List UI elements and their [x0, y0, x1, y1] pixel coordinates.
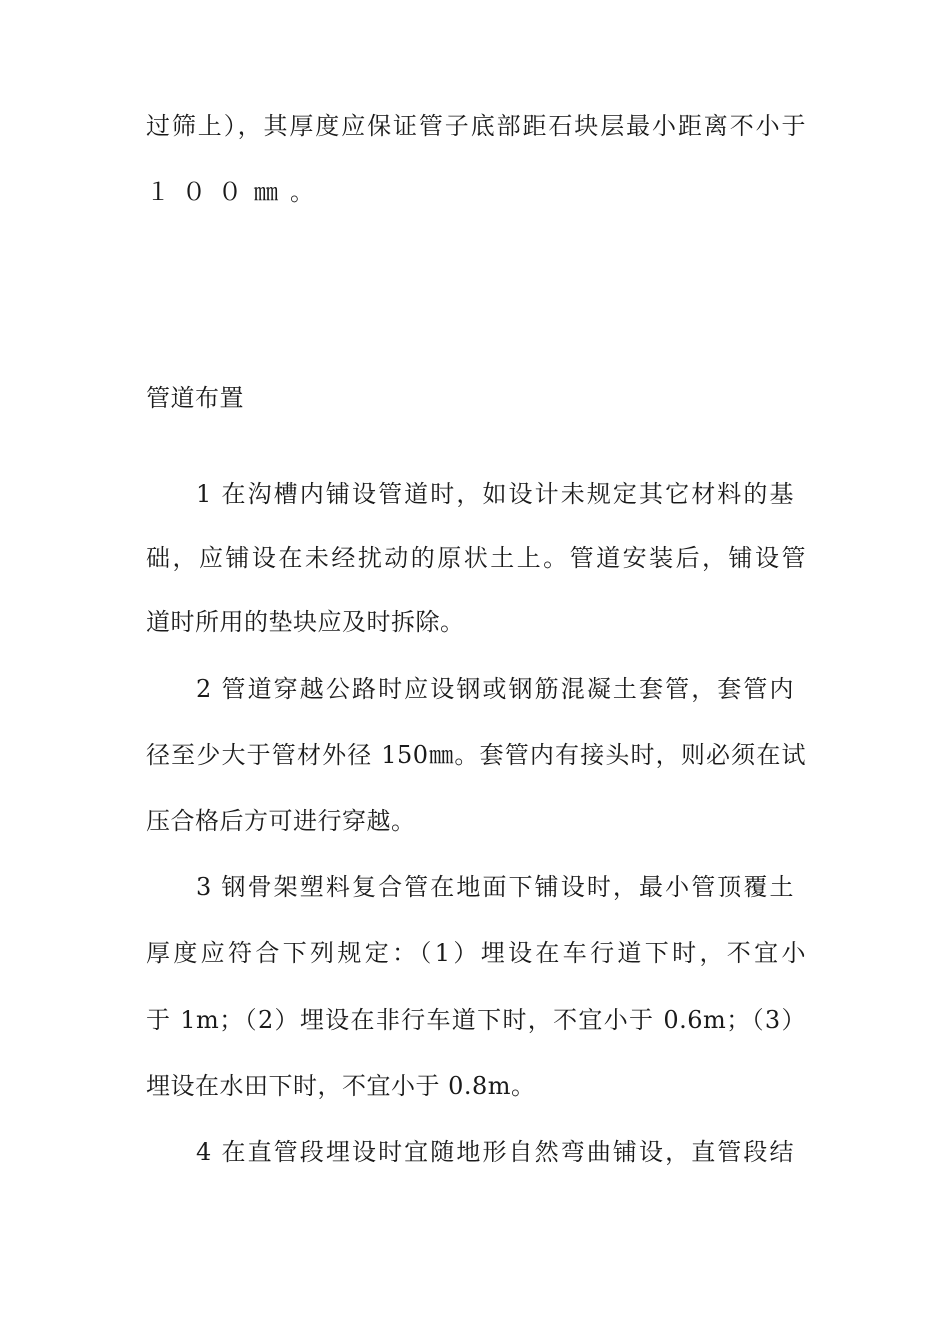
paragraph-1-line-1: 1 在沟槽内铺设管道时，如设计未规定其它材料的基 — [196, 480, 794, 508]
section-heading: 管道布置 — [146, 384, 244, 412]
paragraph-3-line-1: 3 钢骨架塑料复合管在地面下铺设时，最小管顶覆土 — [196, 873, 794, 901]
paragraph-1-line-2: 础，应铺设在未经扰动的原状土上。管道安装后，铺设管 — [146, 544, 806, 572]
continuation-line-1: 过筛上），其厚度应保证管子底部距石块层最小距离不小于 — [146, 112, 806, 140]
paragraph-2-line-2: 径至少大于管材外径 150㎜。套管内有接头时，则必须在试 — [146, 741, 806, 769]
paragraph-2-line-3: 压合格后方可进行穿越。 — [146, 807, 416, 835]
paragraph-4-line-1: 4 在直管段埋设时宜随地形自然弯曲铺设，直管段结 — [196, 1138, 794, 1166]
paragraph-2-line-1: 2 管道穿越公路时应设钢或钢筋混凝土套管，套管内 — [196, 675, 794, 703]
paragraph-3-line-3: 于 1m；（2）埋设在非行车道下时，不宜小于 0.6m；（3） — [146, 1006, 806, 1034]
paragraph-3-line-4: 埋设在水田下时，不宜小于 0.8m。 — [146, 1072, 536, 1100]
paragraph-1-line-3: 道时所用的垫块应及时拆除。 — [146, 608, 465, 636]
paragraph-3-line-2: 厚度应符合下列规定：（1）埋设在车行道下时，不宜小 — [146, 939, 806, 967]
continuation-line-2: １００㎜。 — [146, 178, 326, 206]
